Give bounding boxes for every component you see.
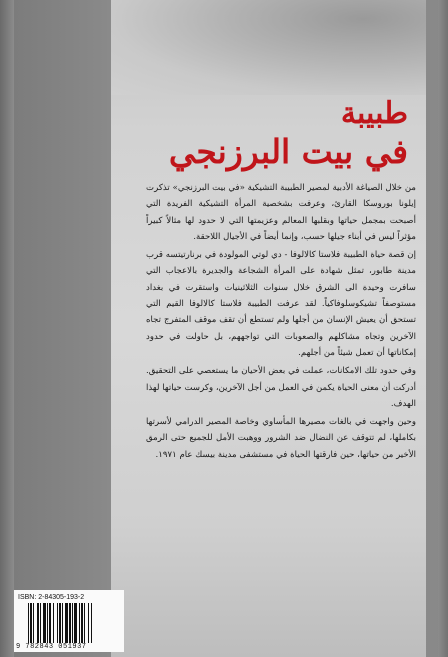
blurb-paragraph: وحين واجهت في بالغات مصيرها المأساوي وخاصة المصير الدرامي لأسرتها بكاملها، لم تتوقف عن النضال ضد الشرور ووهبت الأمل للجميع حتى الرمق الأخير من حياتها، حين فارقتها الحياة في مستشفى مدينة بيسك عام ١٩٧١.: [146, 417, 416, 460]
barcode-bar: [79, 603, 80, 643]
blurb-text: [146, 180, 416, 550]
barcode: [28, 603, 118, 643]
barcode-bar: [72, 603, 73, 643]
barcode-bar: [47, 603, 48, 643]
barcode-bar: [37, 603, 39, 643]
blurb-paragraph: من خلال الصياغة الأدبية لمصير الطبيبة التشيكية «في بيت البرزنجي» تذكرت إيلونا بوروسكا القارئ، وعرفت بشخصية المرأة التشيكية الفريدة التي أصبحت بمجمل حياتها وبقلبها المعالم وعزيمتها التي لا حدود لها مثالاً كبيراً مؤثراً ليس في أبناء جيلها حسب، وإنما أيضاً في الأجيال اللاحقة.: [146, 183, 416, 242]
barcode-bar: [28, 603, 29, 643]
barcode-bar: [69, 603, 71, 643]
barcode-number: 9 782843 051937: [16, 643, 87, 651]
barcode-bar: [88, 603, 89, 643]
barcode-bar: [81, 603, 83, 643]
cover-right-edge: [438, 0, 448, 657]
book-title-line1: طبيبة: [340, 96, 408, 131]
barcode-bar: [53, 603, 54, 643]
isbn-text: ISBN: 2-84305-193-2: [18, 594, 85, 601]
cover-left-edge: [0, 0, 14, 657]
barcode-bar: [30, 603, 32, 643]
barcode-bar: [91, 603, 92, 643]
blurb-paragraph: وفي حدود تلك الامكانات، عملت في بعض الأحيان ما يستعصي على التحقيق. أدركت أن معنى الحياة يكمن في العمل من أجل الآخرين، وكرست حياتها لهذا الهدف.: [146, 366, 416, 409]
sky-photo-area: [111, 0, 426, 95]
barcode-bar: [43, 603, 46, 643]
barcode-bar: [49, 603, 51, 643]
barcode-bar: [57, 603, 58, 643]
blurb-paragraph: إن قصة حياة الطبيبة فلاستا كالالوفا - دي لوتي المولودة في برنارتيتسه قرب مدينة طابور، تمثل شهادة على المرأة الشجاعة والجديرة بالاعجاب التي سافرت وحيدة الى الشرق خلال سنوات الثلاثينيات واستقرت في بغداد مستوصفاً تشيكوسلوفاكياً. لقد عرفت الطبيبة فلاستا كالالوفا القيم التي تستحق أن يعيش الإنسان من أجلها ولم تستطع أن تقف موقف المتفرج تجاه الآخرين وتجاه مشاكلهم والصعوبات التي تواجههم، بل حاولت في حدود إمكاناتها أن تعمل شيئاً من أجلهم.: [146, 250, 416, 358]
barcode-bar: [40, 603, 41, 643]
book-title-line2: في بيت البرزنجي: [168, 132, 408, 171]
barcode-bar: [84, 603, 85, 643]
barcode-bar: [74, 603, 77, 643]
barcode-bar: [65, 603, 68, 643]
barcode-bar: [33, 603, 34, 643]
barcode-bar: [62, 603, 63, 643]
barcode-bar: [59, 603, 61, 643]
